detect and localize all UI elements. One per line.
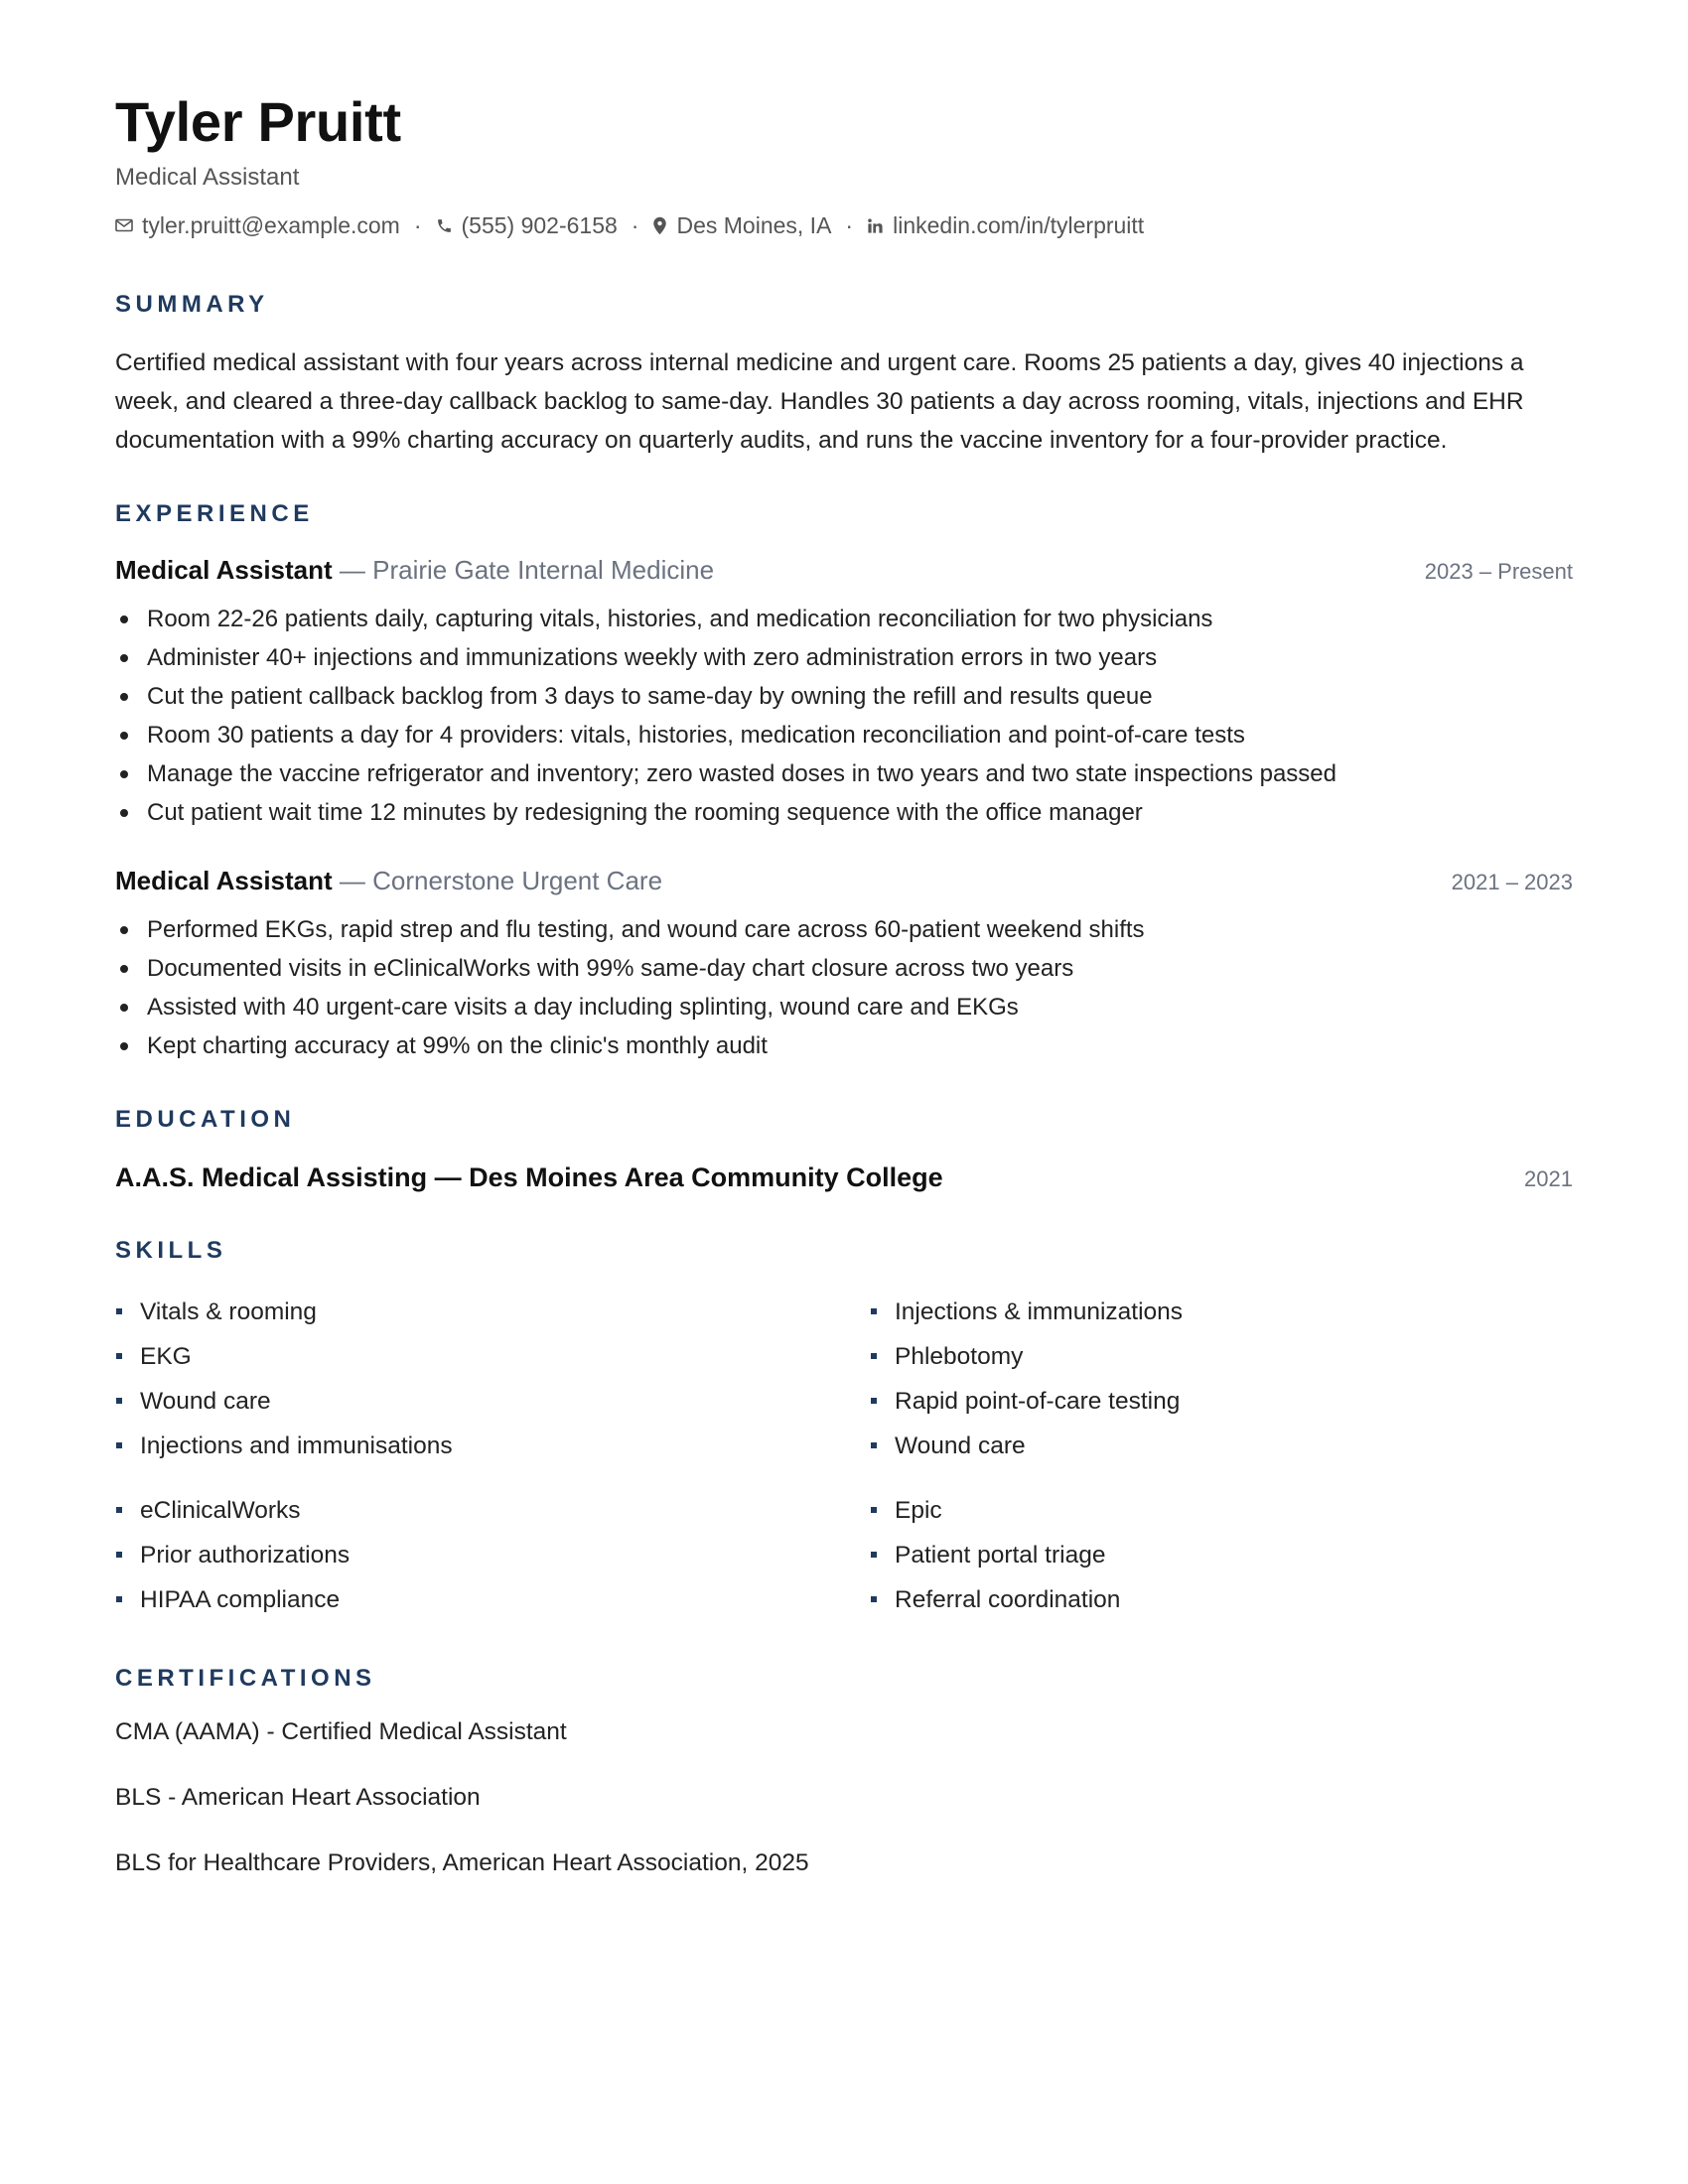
job-heading	[115, 553, 714, 592]
skill-item: Patient portal triage	[870, 1533, 1585, 1577]
resume-header	[115, 87, 1573, 240]
candidate-role: Medical Assistant	[115, 164, 300, 191]
certifications-section	[115, 1664, 1573, 1878]
contact-separator: ·	[845, 212, 854, 238]
section-title-experience: EXPERIENCE	[115, 500, 314, 527]
skill-item: Injections and immunisations	[115, 1424, 870, 1468]
section-title-education: EDUCATION	[115, 1106, 296, 1133]
bullet-item: Room 22-26 patients daily, capturing vitals, histories, and medication reconciliation for two physicians	[115, 600, 1573, 638]
job-heading	[115, 864, 662, 902]
skills-group	[115, 1290, 1573, 1468]
skills-section	[115, 1236, 1573, 1622]
bullet-item: Administer 40+ injections and immunizations weekly with zero administration errors in two years	[115, 638, 1573, 677]
skill-item: Wound care	[870, 1424, 1585, 1468]
skill-item: Phlebotomy	[870, 1334, 1585, 1379]
skill-item: EKG	[115, 1334, 870, 1379]
job-dates: 2023 – Present	[1424, 559, 1573, 584]
education-entry	[115, 1160, 1573, 1196]
contact-phone[interactable]	[436, 210, 618, 240]
mail-icon	[115, 218, 133, 232]
job-header	[115, 864, 1573, 902]
email-text: tyler.pruitt@example.com	[142, 212, 400, 238]
certification-item: BLS - American Heart Association	[115, 1784, 481, 1811]
skill-item: eClinicalWorks	[115, 1488, 870, 1533]
graduation-year: 2021	[1524, 1166, 1573, 1191]
skill-item: Vitals & rooming	[115, 1290, 870, 1334]
section-title-certifications: CERTIFICATIONS	[115, 1665, 376, 1692]
bullet-item: Performed EKGs, rapid strep and flu testing, and wound care across 60-patient weekend shifts	[115, 910, 1573, 949]
skill-item: Epic	[870, 1488, 1585, 1533]
linkedin-text: linkedin.com/in/tylerpruitt	[893, 212, 1145, 238]
job-title: Medical Assistant	[115, 555, 333, 585]
experience-section	[115, 499, 1573, 1065]
job-employer: — Cornerstone Urgent Care	[332, 866, 663, 895]
summary-section	[115, 290, 1573, 460]
contact-bar	[115, 210, 1573, 240]
skill-item: Injections & immunizations	[870, 1290, 1585, 1334]
linkedin-icon	[867, 217, 884, 234]
summary-text: Certified medical assistant with four years across internal medicine and urgent care. Rooms 25 patients a day, gives 40 injections a week, and cleared a three-day callback backlog to same-day. Handles 30 patients a day across rooming, vitals, injections and EHR documentation with a 99% charting accuracy on quarterly audits, and runs the vaccine inventory for a four-provider practice.	[115, 349, 1524, 454]
job-title: Medical Assistant	[115, 866, 333, 895]
contact-email[interactable]	[115, 210, 400, 240]
skills-group	[115, 1488, 1573, 1622]
job-dates: 2021 – 2023	[1451, 870, 1573, 894]
job-entry	[115, 864, 1573, 1065]
bullet-item: Documented visits in eClinicalWorks with 99% same-day chart closure across two years	[115, 949, 1573, 988]
skill-item: Prior authorizations	[115, 1533, 870, 1577]
contact-linkedin[interactable]	[867, 210, 1144, 240]
bullet-item: Assisted with 40 urgent-care visits a day including splinting, wound care and EKGs	[115, 988, 1573, 1026]
contact-location	[652, 210, 831, 240]
bullet-item: Kept charting accuracy at 99% on the clinic's monthly audit	[115, 1026, 1573, 1065]
contact-separator: ·	[413, 212, 422, 238]
candidate-name: Tyler Pruitt	[115, 90, 401, 153]
certification-item: CMA (AAMA) - Certified Medical Assistant	[115, 1718, 567, 1745]
skill-item: Referral coordination	[870, 1577, 1585, 1622]
certifications-list	[115, 1717, 1573, 1878]
location-text: Des Moines, IA	[676, 212, 832, 238]
phone-text: (555) 902-6158	[461, 212, 618, 238]
skill-item: Rapid point-of-care testing	[870, 1379, 1585, 1424]
bullet-item: Manage the vaccine refrigerator and inventory; zero wasted doses in two years and two state inspections passed	[115, 754, 1573, 793]
job-employer: — Prairie Gate Internal Medicine	[332, 555, 715, 585]
section-title-summary: SUMMARY	[115, 291, 269, 318]
job-header	[115, 553, 1573, 592]
phone-icon	[436, 217, 453, 234]
location-pin-icon	[652, 216, 667, 235]
certification-item: BLS for Healthcare Providers, American Heart Association, 2025	[115, 1849, 809, 1876]
skill-item: HIPAA compliance	[115, 1577, 870, 1622]
education-section	[115, 1105, 1573, 1196]
skill-item: Wound care	[115, 1379, 870, 1424]
section-title-skills: SKILLS	[115, 1237, 227, 1264]
job-bullets	[115, 600, 1573, 832]
contact-separator: ·	[631, 212, 639, 238]
bullet-item: Cut the patient callback backlog from 3 days to same-day by owning the refill and results queue	[115, 677, 1573, 716]
bullet-item: Room 30 patients a day for 4 providers: vitals, histories, medication reconciliation and point-of-care tests	[115, 716, 1573, 754]
bullet-item: Cut patient wait time 12 minutes by redesigning the rooming sequence with the office manager	[115, 793, 1573, 832]
job-bullets	[115, 910, 1573, 1065]
job-entry	[115, 553, 1573, 832]
degree-text: A.A.S. Medical Assisting — Des Moines Area Community College	[115, 1162, 943, 1192]
